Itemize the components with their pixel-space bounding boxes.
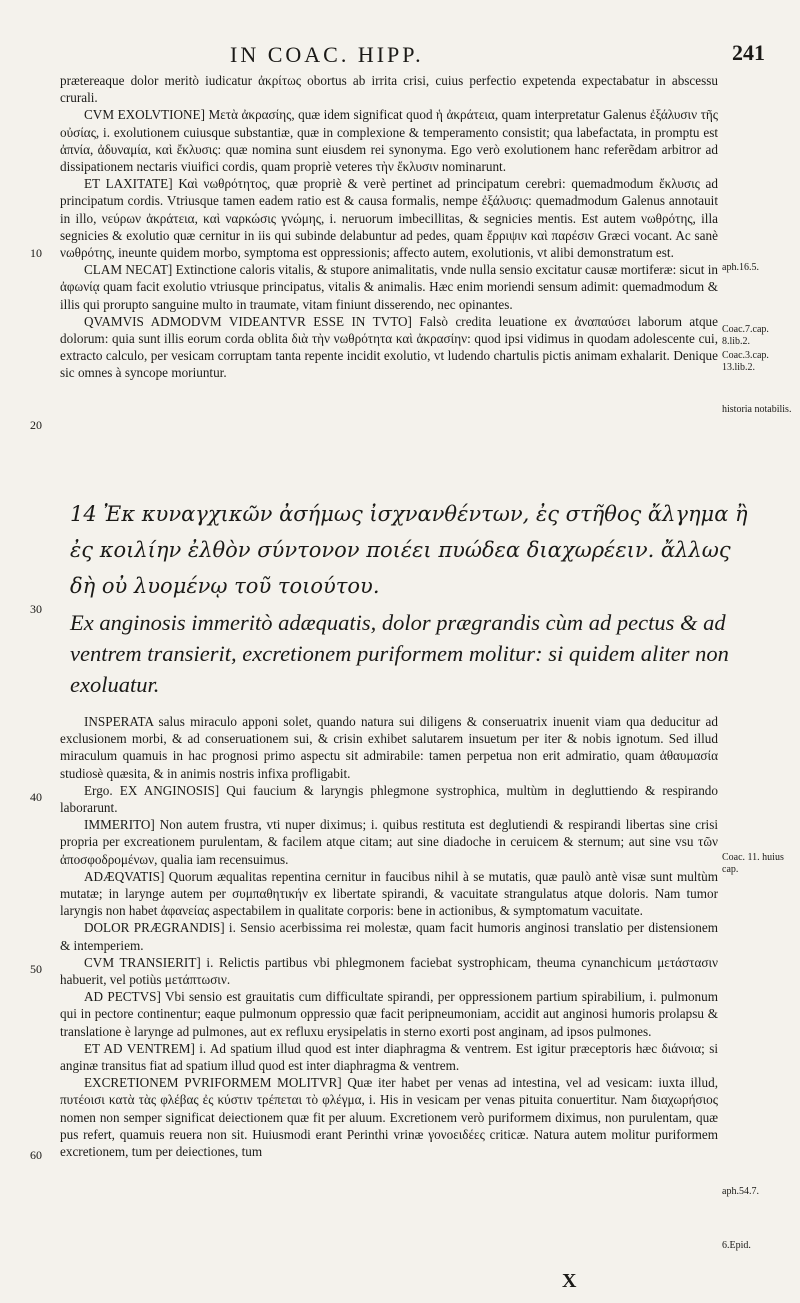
paragraph: IMMERITO] Non autem frustra, vti nuper diximus; i. quibus restituta est deglutiendi & respirandi libertas sine crisi propria per excreationem purulentam, & facilem atque citam; aut sine diadoche in ceruicem & sternum; aut sine vsu τῶν ἀποσφοδρομένων, qualia iam recensuimus. [60, 817, 718, 867]
line-number: 50 [30, 962, 42, 976]
sidenote: 6.Epid. [722, 1240, 751, 1251]
sidenote: aph.54.7. [722, 1186, 759, 1197]
aphorism-greek [70, 496, 750, 604]
paragraph: QVAMVIS ADMODVM VIDEANTVR ESSE IN TVTO] Falsò credita leuatione ex ἀναπαύσει laborum atque dolorum: quia sunt illis eorum corda oblita διὰ τὴν νωθρότητα καὶ ἀκρασίην: quod ipsi vidimus in quodam adolescente cui, extracto calculo, per vesicam corruptam tanta repente incidit exolutio, vt ludendo chartulis pictis animam exhalarit. Denique sic omnes à syncope moriuntur. [60, 313, 718, 381]
paragraph: Ergo. EX ANGINOSIS] Qui faucium & laryngis phlegmone systrophica, multùm in degluttiendo & respirando laborarunt. [60, 782, 718, 816]
sidenote: Coac. 11. huius cap. [722, 852, 784, 875]
paragraph: AD PECTVS] Vbi sensio est grauitatis cum difficultate spirandi, per oppressionem partium spirabilium, i. pulmonum qui in pectore continentur; eaque pulmonum oppressio quæ facit peripneumoniam, accidit aut anginosi humoris prolapsu & translatione è larynge ad pulmones, aut ex refluxu erysipelatis in sterno exorti post anginam, ad ipsos pulmones. [60, 989, 718, 1039]
aphorism-number: 14 [70, 502, 97, 526]
sidenote: Coac.7.cap. 8.lib.2. [722, 324, 769, 347]
line-number: 40 [30, 790, 42, 804]
commentary-top [60, 72, 718, 382]
commentary-bottom [60, 713, 718, 1160]
aphorism-greek-text: Ἐκ κυναγχικῶν ἀσήμως ἰσχνανθέντων, ἐς στῆθος ἄλγημα ἢ ἐς κοιλίην ἐλθὸν σύντονον ποιέει πυώδεα διαχωρέειν. ἄλλως δὴ οὐ λυομένῳ τοῦ τοιούτου. [70, 502, 748, 598]
paragraph: ADÆQVATIS] Quorum æqualitas repentina cernitur in faucibus nihil à se mutatis, quæ paulò antè visæ sunt multùm mutatæ; in larynge autem per συμπαθητικήν ex libertate spirandi, & vacuitate strangulatus atque doloris. Nam tumor laryngis non habet ἀφανείας aspectabilem in qualitate corporis: bene in actionibus, & symptomatum vacuitate. [60, 868, 718, 919]
paragraph: EXCRETIONEM PVRIFORMEM MOLITVR] Quæ iter habet per venas ad intestina, vel ad vesicam: iuxta illud, πυτέοισι κατὰ τὰς φλέβας ἐς κύστιν τρέπεται τὸ φλέγμα, i. His in vesicam per venas pituita conuertitur. Nam διαχωρήσιος nomen non semper significat deiectionem quæ fit per aluum. Excretionem verò puriformem diximus, non purulentam, quæ pus refert, quamuis reuera non sit. Huiusmodi erant Perinthi vrinæ γονοειδέες criticæ. Natura autem molitur puriformem excretionem, tum per deiectiones, tum [60, 1075, 718, 1160]
line-number: 60 [30, 1148, 42, 1162]
page-number: 241 [732, 40, 765, 65]
aphorism-latin: Ex anginosis immeritò adæquatis, dolor prægrandis cùm ad pectus & ad ventrem transierit, excretionem puriformem molitur: si quidem aliter non exoluatur. [70, 610, 729, 697]
paragraph: DOLOR PRÆGRANDIS] i. Sensio acerbissima rei molestæ, quam facit humoris anginosi translatio per distensionem & intemperiem. [60, 920, 718, 953]
paragraph: CVM EXOLVTIONE] Μετὰ ἀκρασίης, quæ idem significat quod ἡ ἀκράτεια, quam interpretatur Galenus ἐξάλυσιν τῆς οὐσίας, i. exolutionem cuiusque substantiæ, quæ in complexione & temperamento consistit; qua labefactata, in promptu est ἀπνία, ἀδυναμία, καὶ ἔκλυσις: quæ nomina sunt eiusdem rei synonyma. Ego verò exolutionem hanc referẽdam arbitror ad dissipationem nectaris viuifici cordis, quam propriè veteres τὴν ἔκλυσιν nominarunt. [60, 107, 718, 175]
paragraph: ET LAXITATE] Καὶ νωθρότητος, quæ propriè & verè pertinet ad principatum cerebri: quemadmodum ἔκλυσις ad principatum cordis. Vtriusque tamen eadem ratio est & causa formalis, nempe ἐξάλυσις: quemadmodum Galenus annotauit in illo, νεύρων ἀκράτεια, καὶ ναρκώσις γνώμης, i. neruorum imbecillitas, & segnicies mentis. Est autem νωθρότης, illa segnicies & exolutio quæ cernitur in iis qui subinde delabuntur ad pedes, quam ἔρριψιν καὶ παρέσιν Græci vocant. Ac sanè νωθρότης, ineunte quidem morbo, symptoma est oppressionis; affecto autem, exolutionis, vt alibi demonstratum est. [60, 176, 718, 261]
line-number: 20 [30, 418, 42, 432]
signature-mark: X [562, 1270, 577, 1292]
page-header [60, 40, 765, 68]
line-number: 30 [30, 602, 42, 616]
paragraph: CLAM NECAT] Extinctione caloris vitalis, & stupore animalitatis, vnde nulla sensio excitatur causæ mortiferæ: sicut in ἀφωνίᾳ quam facit exolutio vtriusque principatus, vitalis & animalis. Hæc enim moriendi sensum adimit: quemadmodum & illis qui prorupto sanguine multo in traumate, vitam finiunt disserendo, nec opinantes. [60, 262, 718, 312]
paragraph: ET AD VENTREM] i. Ad spatium illud quod est inter diaphragma & ventrem. Est igitur præceptoris hæc διάνοια; si anginæ transitus fiat ad spatium illud quod est inter diaphragma & ventrem. [60, 1040, 718, 1074]
paragraph: INSPERATA salus miraculo apponi solet, quando natura sui diligens & conseruatrix inuenit viam qua deducitur ad exclusionem morbi, & ad conseruationem sui, & crisin exhibet salutarem insuetum per iter & nobis ignotum. Sed illud miraculum quamuis in hac prognosi primo aspectu sit admirabile: tamen perpetua non erit admiratio, quam ἀθαυμασία studiosè quæsita, & in animis nostris infixa profligabit. [60, 714, 718, 781]
sidenote: Coac.3.cap. 13.lib.2. [722, 350, 769, 373]
sidenote: aph.16.5. [722, 262, 759, 273]
sidenote: historia notabilis. [722, 404, 792, 415]
line-number: 10 [30, 246, 42, 260]
paragraph: CVM TRANSIERIT] i. Relictis partibus vbi phlegmonem faciebat systrophicam, theuma cynanchicum μετάστασιν habuerit, vel potiùs μετάπτωσιν. [60, 954, 718, 988]
paragraph: prætereaque dolor meritò iudicatur ἀκρίτως obortus ab irrita crisi, cuius perfectio expetenda expectabatur in abscessu crurali. [60, 73, 718, 106]
running-head: IN COAC. HIPP. [230, 42, 424, 67]
